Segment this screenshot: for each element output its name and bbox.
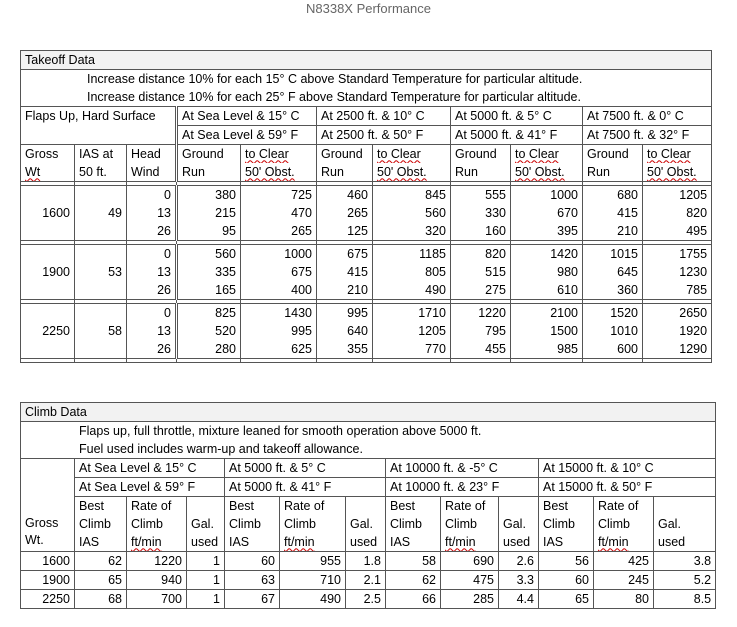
distance-cell: 600 [583, 340, 643, 359]
climb-value-cell: 285 [441, 590, 499, 609]
rate-unit-label: ft/min [284, 534, 315, 549]
climb-altitude-header: At 5000 ft. & 5° C [225, 459, 386, 478]
table-row [21, 304, 712, 323]
distance-cell: 470 [241, 204, 317, 222]
rate-unit-label: ft/min [131, 534, 162, 549]
col-header-clear-obstacle: 50' Obst. [643, 163, 712, 182]
distance-cell: 380 [177, 186, 241, 205]
col-header-rate-of-climb: Climb [280, 515, 346, 533]
distance-cell: 265 [317, 204, 373, 222]
col-header-gal-used [346, 497, 386, 516]
col-header-clear-obstacle: 50' Obst. [241, 163, 317, 182]
climb-value-cell: 65 [75, 571, 127, 590]
rate-unit-label: ft/min [445, 534, 476, 549]
climb-note: Fuel used includes warm-up and takeoff allowance. [21, 440, 716, 459]
headwind-cell: 13 [127, 322, 177, 340]
col-header-gal-used [499, 497, 539, 516]
distance-cell: 1185 [373, 245, 451, 264]
col-header-best-climb: Best [225, 497, 280, 516]
climb-value-cell: 5.2 [654, 571, 716, 590]
col-header-gross: Gross Wt. [21, 459, 75, 552]
col-header-ground-run: Run [177, 163, 241, 182]
distance-cell: 415 [583, 204, 643, 222]
climb-value-cell: 1 [187, 552, 225, 571]
climb-value-cell: 62 [75, 552, 127, 571]
col-header-ias: IAS at [75, 145, 127, 164]
distance-cell: 995 [317, 304, 373, 323]
distance-cell: 455 [451, 340, 511, 359]
climb-value-cell: 56 [539, 552, 594, 571]
climb-note: Flaps up, full throttle, mixture leaned for smooth operation above 5000 ft. [21, 422, 716, 441]
distance-cell: 820 [451, 245, 511, 264]
distance-cell: 1205 [373, 322, 451, 340]
takeoff-altitude-header: At 7500 ft. & 0° C [583, 107, 712, 126]
headwind-cell: 26 [127, 340, 177, 359]
col-header-best-climb: IAS [75, 533, 127, 552]
table-row [21, 552, 716, 571]
col-header-rate-of-climb: Climb [594, 515, 654, 533]
climb-value-cell: 80 [594, 590, 654, 609]
col-header-best-climb: Best [386, 497, 441, 516]
col-header-gal-used: Gal. [346, 515, 386, 533]
climb-value-cell: 245 [594, 571, 654, 590]
distance-cell: 1010 [583, 322, 643, 340]
distance-cell: 360 [583, 281, 643, 300]
climb-value-cell: 1 [187, 590, 225, 609]
climb-value-cell: 1220 [127, 552, 187, 571]
headwind-cell: 26 [127, 281, 177, 300]
col-header-rate-of-climb: Climb [441, 515, 499, 533]
distance-cell: 1755 [643, 245, 712, 264]
climb-value-cell: 3.8 [654, 552, 716, 571]
col-header-best-climb: Best [539, 497, 594, 516]
distance-cell: 1000 [241, 245, 317, 264]
col-header-best-climb: Climb [75, 515, 127, 533]
distance-cell: 985 [511, 340, 583, 359]
col-header-ground-run: Run [583, 163, 643, 182]
col-header-gross: Gross [21, 145, 75, 164]
col-header-gal-used [187, 497, 225, 516]
headwind-cell: 13 [127, 204, 177, 222]
col-header-rate-of-climb: Rate of [594, 497, 654, 516]
distance-cell: 275 [451, 281, 511, 300]
gross-weight-cell: 2250 [21, 590, 75, 609]
col-header-ground-run: Run [317, 163, 373, 182]
distance-cell: 610 [511, 281, 583, 300]
distance-cell: 645 [583, 263, 643, 281]
climb-value-cell: 67 [225, 590, 280, 609]
distance-cell: 400 [241, 281, 317, 300]
col-header-best-climb: Climb [539, 515, 594, 533]
col-header-gal-used: Gal. [654, 515, 716, 533]
climb-value-cell: 60 [539, 571, 594, 590]
col-header-ground-run: Ground [177, 145, 241, 164]
climb-value-cell: 3.3 [499, 571, 539, 590]
distance-cell: 725 [241, 186, 317, 205]
climb-altitude-header: At 10000 ft. & 23° F [386, 478, 539, 497]
headwind-cell: 13 [127, 263, 177, 281]
distance-cell: 785 [643, 281, 712, 300]
col-header-clear-obstacle: to Clear [511, 145, 583, 164]
distance-cell: 330 [451, 204, 511, 222]
climb-altitude-header: At 15000 ft. & 50° F [539, 478, 716, 497]
takeoff-condition-label: Flaps Up, Hard Surface [21, 107, 177, 126]
distance-cell: 625 [241, 340, 317, 359]
takeoff-altitude-header: At 2500 ft. & 10° C [317, 107, 451, 126]
col-header-ground-run: Ground [317, 145, 373, 164]
takeoff-altitude-header: At 2500 ft. & 50° F [317, 126, 451, 145]
col-header-gal-used: used [187, 533, 225, 552]
climb-value-cell: 63 [225, 571, 280, 590]
climb-value-cell: 425 [594, 552, 654, 571]
distance-cell: 460 [317, 186, 373, 205]
headwind-cell: 0 [127, 245, 177, 264]
takeoff-altitude-header: At Sea Level & 59° F [177, 126, 317, 145]
col-header-clear-obstacle: to Clear [643, 145, 712, 164]
col-header-gross: Wt [21, 163, 75, 182]
col-header-rate-of-climb [127, 533, 187, 552]
distance-cell: 210 [583, 222, 643, 241]
distance-cell: 820 [643, 204, 712, 222]
page-title: N8338X Performance [305, 1, 431, 16]
distance-cell: 675 [241, 263, 317, 281]
distance-cell: 980 [511, 263, 583, 281]
distance-cell: 845 [373, 186, 451, 205]
climb-altitude-header: At 5000 ft. & 41° F [225, 478, 386, 497]
distance-cell: 1430 [241, 304, 317, 323]
climb-value-cell: 2.5 [346, 590, 386, 609]
climb-value-cell: 66 [386, 590, 441, 609]
distance-cell: 320 [373, 222, 451, 241]
distance-cell: 2650 [643, 304, 712, 323]
distance-cell: 1015 [583, 245, 643, 264]
col-header-best-climb: IAS [386, 533, 441, 552]
col-header-gal-used: used [654, 533, 716, 552]
col-header-ground-run: Run [451, 163, 511, 182]
col-header-rate-of-climb [441, 533, 499, 552]
takeoff-altitude-header: At 7500 ft. & 32° F [583, 126, 712, 145]
distance-cell: 95 [177, 222, 241, 241]
climb-value-cell: 475 [441, 571, 499, 590]
distance-cell: 335 [177, 263, 241, 281]
table-row [21, 571, 716, 590]
distance-cell: 1920 [643, 322, 712, 340]
col-header-clear-obstacle: to Clear [241, 145, 317, 164]
distance-cell: 560 [373, 204, 451, 222]
col-header-rate-of-climb: Rate of [280, 497, 346, 516]
headwind-cell: 0 [127, 304, 177, 323]
distance-cell: 1710 [373, 304, 451, 323]
distance-cell: 795 [451, 322, 511, 340]
takeoff-section-label: Takeoff Data [21, 51, 712, 70]
gross-weight-cell: 1900 [21, 571, 75, 590]
col-header-headwind: Head [127, 145, 177, 164]
col-header-best-climb: IAS [225, 533, 280, 552]
headwind-cell: 0 [127, 186, 177, 205]
distance-cell: 1520 [583, 304, 643, 323]
distance-cell: 2100 [511, 304, 583, 323]
distance-cell: 670 [511, 204, 583, 222]
climb-value-cell: 690 [441, 552, 499, 571]
climb-value-cell: 58 [386, 552, 441, 571]
climb-section-label: Climb Data [21, 403, 716, 422]
table-row [21, 590, 716, 609]
climb-value-cell: 710 [280, 571, 346, 590]
table-row [21, 245, 712, 264]
distance-cell: 675 [317, 245, 373, 264]
climb-altitude-header: At 15000 ft. & 10° C [539, 459, 716, 478]
col-header-clear-obstacle: 50' Obst. [373, 163, 451, 182]
ias-cell: 58 [75, 304, 127, 359]
takeoff-table [20, 50, 712, 363]
col-header-ias: 50 ft. [75, 163, 127, 182]
distance-cell: 1230 [643, 263, 712, 281]
distance-cell: 515 [451, 263, 511, 281]
col-header-best-climb: IAS [539, 533, 594, 552]
climb-value-cell: 1.8 [346, 552, 386, 571]
climb-value-cell: 1 [187, 571, 225, 590]
distance-cell: 520 [177, 322, 241, 340]
distance-cell: 210 [317, 281, 373, 300]
distance-cell: 1420 [511, 245, 583, 264]
distance-cell: 770 [373, 340, 451, 359]
distance-cell: 825 [177, 304, 241, 323]
col-header-best-climb: Climb [225, 515, 280, 533]
rate-unit-label: ft/min [598, 534, 629, 549]
takeoff-altitude-header: At 5000 ft. & 41° F [451, 126, 583, 145]
ias-cell: 53 [75, 245, 127, 300]
col-header-gal-used: Gal. [187, 515, 225, 533]
climb-value-cell: 940 [127, 571, 187, 590]
distance-cell: 355 [317, 340, 373, 359]
col-header-clear-obstacle: to Clear [373, 145, 451, 164]
distance-cell: 1220 [451, 304, 511, 323]
climb-value-cell: 2.1 [346, 571, 386, 590]
climb-value-cell: 8.5 [654, 590, 716, 609]
col-header-gal-used [654, 497, 716, 516]
climb-altitude-header: At Sea Level & 15° C [75, 459, 225, 478]
distance-cell: 280 [177, 340, 241, 359]
takeoff-altitude-header: At 5000 ft. & 5° C [451, 107, 583, 126]
distance-cell: 1000 [511, 186, 583, 205]
distance-cell: 555 [451, 186, 511, 205]
col-header-headwind: Wind [127, 163, 177, 182]
col-header-rate-of-climb: Rate of [127, 497, 187, 516]
climb-altitude-header: At 10000 ft. & -5° C [386, 459, 539, 478]
col-header-gal-used: used [346, 533, 386, 552]
distance-cell: 680 [583, 186, 643, 205]
climb-value-cell: 700 [127, 590, 187, 609]
distance-cell: 415 [317, 263, 373, 281]
climb-value-cell: 60 [225, 552, 280, 571]
gross-weight-cell: 2250 [21, 304, 75, 359]
col-header-best-climb: Best [75, 497, 127, 516]
distance-cell: 265 [241, 222, 317, 241]
distance-cell: 125 [317, 222, 373, 241]
headwind-cell: 26 [127, 222, 177, 241]
col-header-clear-obstacle: 50' Obst. [511, 163, 583, 182]
takeoff-altitude-header: At Sea Level & 15° C [177, 107, 317, 126]
takeoff-note: Increase distance 10% for each 15° C above Standard Temperature for particular altitude. [21, 70, 712, 89]
climb-value-cell: 4.4 [499, 590, 539, 609]
climb-value-cell: 490 [280, 590, 346, 609]
climb-value-cell: 2.6 [499, 552, 539, 571]
climb-value-cell: 62 [386, 571, 441, 590]
distance-cell: 490 [373, 281, 451, 300]
col-header-gal-used: Gal. [499, 515, 539, 533]
gross-weight-cell: 1900 [21, 245, 75, 300]
distance-cell: 165 [177, 281, 241, 300]
col-header-rate-of-climb [594, 533, 654, 552]
col-header-rate-of-climb: Rate of [441, 497, 499, 516]
takeoff-note: Increase distance 10% for each 25° F above Standard Temperature for particular altitude. [21, 88, 712, 107]
col-header-ground-run: Ground [451, 145, 511, 164]
distance-cell: 1205 [643, 186, 712, 205]
ias-cell: 49 [75, 186, 127, 241]
distance-cell: 995 [241, 322, 317, 340]
gross-weight-cell: 1600 [21, 186, 75, 241]
col-header-best-climb: Climb [386, 515, 441, 533]
climb-value-cell: 955 [280, 552, 346, 571]
table-row [21, 186, 712, 205]
distance-cell: 215 [177, 204, 241, 222]
climb-altitude-header: At Sea Level & 59° F [75, 478, 225, 497]
climb-value-cell: 68 [75, 590, 127, 609]
climb-table [20, 402, 716, 609]
distance-cell: 1500 [511, 322, 583, 340]
col-header-ground-run: Ground [583, 145, 643, 164]
col-header-rate-of-climb: Climb [127, 515, 187, 533]
distance-cell: 560 [177, 245, 241, 264]
col-header-gal-used: used [499, 533, 539, 552]
distance-cell: 395 [511, 222, 583, 241]
distance-cell: 495 [643, 222, 712, 241]
climb-value-cell: 65 [539, 590, 594, 609]
col-header-rate-of-climb [280, 533, 346, 552]
distance-cell: 1290 [643, 340, 712, 359]
distance-cell: 640 [317, 322, 373, 340]
distance-cell: 805 [373, 263, 451, 281]
gross-weight-cell: 1600 [21, 552, 75, 571]
distance-cell: 160 [451, 222, 511, 241]
